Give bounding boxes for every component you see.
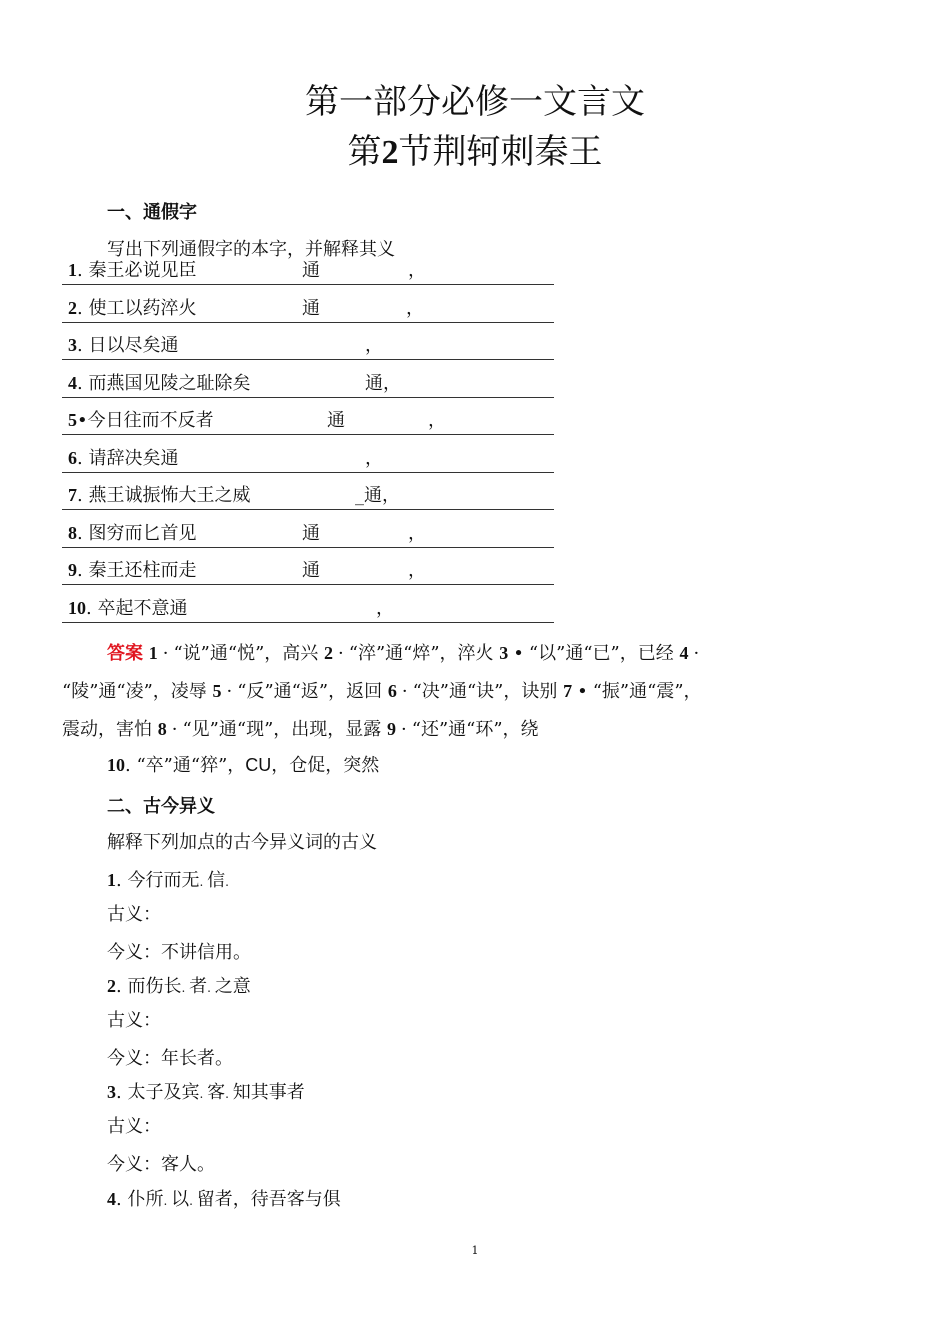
tong-label: 通 bbox=[327, 410, 345, 431]
exercise-text: 1. 秦王必说见臣 bbox=[68, 260, 197, 281]
answer-text: “淬”通“焠”，淬火 bbox=[348, 643, 494, 664]
gujin-question: 1. 今行而无. 信. bbox=[107, 870, 229, 891]
exercise-text: 5•今日往而不反者 bbox=[68, 410, 214, 431]
answer-text: “还”通“环”，绕 bbox=[411, 719, 539, 740]
tong-label: 通 bbox=[302, 522, 320, 544]
answer-number: 3 bbox=[499, 643, 509, 663]
page-title: 第一部分必修一文言文 bbox=[305, 82, 645, 122]
comma-mark: ， bbox=[365, 447, 383, 469]
section-instruction: 写出下列通假字的本字，并解释其义 bbox=[107, 239, 395, 260]
comma-mark: ， bbox=[408, 260, 426, 281]
answer-line-2: “陵”通“凌”，凌辱 5 · “反”通“返”，返回 6 · “决”通“诀”，诀别 7 • “振”通“震”， bbox=[62, 681, 702, 702]
tong-label: 通 bbox=[302, 560, 320, 581]
answer-label: 答案 bbox=[107, 643, 143, 664]
exercise-text: 3. 日以尽矣通 bbox=[68, 335, 179, 356]
exercise-text: 10. 卒起不意通 bbox=[68, 597, 188, 619]
tong-label: 通 bbox=[302, 260, 320, 281]
exercise-text: 8. 图穷而匕首见 bbox=[68, 522, 197, 544]
answer-number: 2 bbox=[324, 643, 334, 663]
answer-number: 4 bbox=[679, 643, 689, 663]
comma-mark: ， bbox=[376, 597, 394, 619]
answer-text: “说”通“悦”，高兴 bbox=[173, 643, 319, 664]
answer-text: “以”通“已”，已经 bbox=[528, 643, 674, 664]
gujin-question: 3. 太子及宾. 客. 知其事者 bbox=[107, 1082, 305, 1103]
section-heading-tongjiazi: 一、通假字 bbox=[107, 202, 197, 223]
comma-mark: ， bbox=[408, 522, 426, 544]
section-heading-gujinyiyi: 二、古今异义 bbox=[107, 796, 215, 817]
answer-number: 7 bbox=[563, 681, 573, 701]
exercise-row bbox=[62, 511, 554, 548]
answer-line-4: 10. “卒”通“猝”，CU，仓促，突然 bbox=[107, 755, 380, 776]
jin-yi-text: 今义：不讲信用。 bbox=[107, 942, 251, 963]
exercise-text: 2. 使工以药淬火 bbox=[68, 297, 197, 319]
answer-number: 6 bbox=[387, 681, 397, 701]
exercise-text: 4. 而燕国见陵之耻除矣 bbox=[68, 372, 251, 394]
tong-label: 通， bbox=[365, 372, 401, 394]
exercise-row bbox=[62, 436, 554, 473]
exercise-row bbox=[62, 361, 554, 398]
exercise-row bbox=[62, 398, 554, 435]
comma-mark: ， bbox=[365, 335, 383, 356]
exercise-row bbox=[62, 548, 554, 585]
gujin-question: 2. 而伤长. 者. 之意 bbox=[107, 976, 251, 997]
exercise-text: 7. 燕王诚振怖大王之威 bbox=[68, 485, 251, 506]
answer-text: “反”通“返”，返回 bbox=[237, 681, 383, 702]
answer-text: “见”通“现”，出现，显露 bbox=[182, 719, 382, 740]
exercise-row bbox=[62, 286, 554, 323]
gujin-question: 4. 仆所. 以. 留者，待吾客与俱 bbox=[107, 1189, 341, 1210]
answer-text: “振”通“震”， bbox=[592, 681, 702, 702]
answer-number: 1 bbox=[148, 643, 158, 663]
tong-label: _通， bbox=[355, 485, 400, 506]
jin-yi-text: 今义：年长者。 bbox=[107, 1048, 233, 1069]
gu-yi-label: 古义： bbox=[107, 904, 161, 925]
section2-instruction: 解释下列加点的古今异义词的古义 bbox=[107, 832, 377, 853]
comma-mark: ， bbox=[408, 560, 426, 581]
answer-number: 8 bbox=[157, 719, 167, 739]
answer-number: 9 bbox=[387, 719, 397, 739]
comma-mark: ， bbox=[428, 410, 446, 431]
answer-number: 5 bbox=[212, 681, 222, 701]
answer-text: “决”通“诀”，诀别 bbox=[412, 681, 558, 702]
page-number: 1 bbox=[471, 1244, 479, 1257]
exercise-text: 6. 请辞决矣通 bbox=[68, 447, 179, 469]
exercise-row bbox=[62, 473, 554, 510]
gu-yi-label: 古义： bbox=[107, 1010, 161, 1031]
gu-yi-label: 古义： bbox=[107, 1116, 161, 1137]
jin-yi-text: 今义：客人。 bbox=[107, 1154, 215, 1175]
exercise-text: 9. 秦王还柱而走 bbox=[68, 560, 197, 581]
exercise-row bbox=[62, 248, 554, 285]
exercise-row bbox=[62, 323, 554, 360]
answer-line-3: 震动，害怕 8 · “见”通“现”，出现，显露 9 · “还”通“环”，绕 bbox=[62, 719, 539, 740]
tong-label: 通 bbox=[302, 297, 320, 319]
comma-mark: ， bbox=[406, 297, 424, 319]
answer-line-1: 答案 1 · “说”通“悦”，高兴 2 · “淬”通“焠”，淬火 3 • “以”通“已”，已经 4 · bbox=[107, 643, 700, 664]
exercise-row bbox=[62, 586, 554, 623]
page-subtitle: 第2节荆轲刺秦王 bbox=[347, 132, 603, 172]
